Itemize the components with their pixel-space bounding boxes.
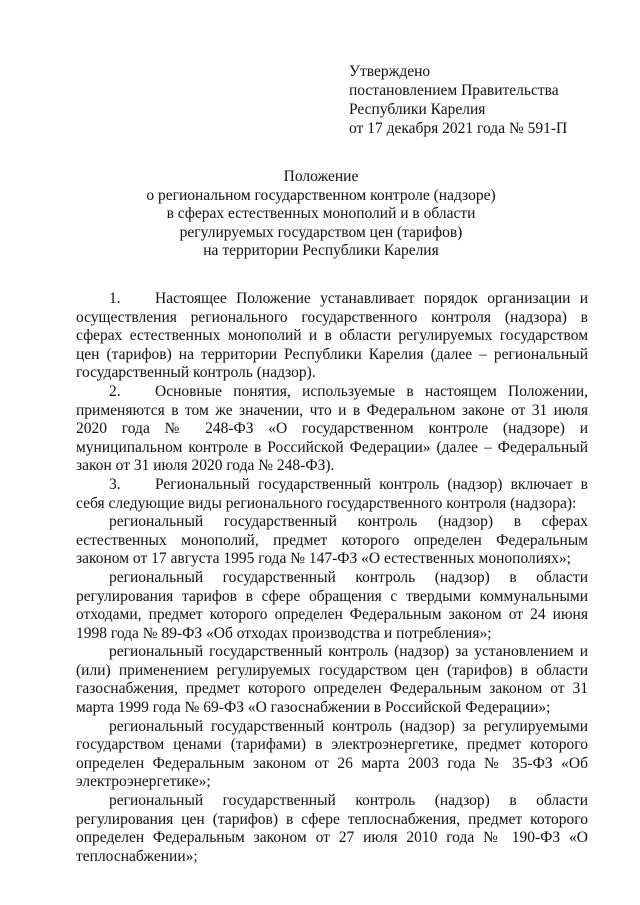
approval-line: от 17 декабря 2021 года № 591-П: [349, 120, 568, 137]
paragraph-text: Основные понятия, используемые в настоящем Положении, применяются в том же значении, что и в Федеральном законе от 31 июля 2020 года № 248-ФЗ «О государственном контроле (надзоре) и муниципальном контроле в Российской Федерации» (далее – Федеральный закон от 31 июля 2020 года № 248-ФЗ).: [76, 382, 588, 475]
approval-line: Республики Карелия: [349, 101, 486, 118]
list-item: региональный государственный контроль (надзор) за установлением и (или) применением регулируемых государством цен (тарифов) в области газоснабжения, предмет которого определен Федеральным законом от 31 марта 1999 года № 69-ФЗ «О газоснабжении в Российской Федерации»;: [76, 643, 588, 717]
paragraph-3: [76, 476, 588, 513]
paragraph-number: 1.: [109, 290, 121, 307]
title-line: на территории Республики Карелия: [203, 242, 439, 259]
list-item: региональный государственный контроль (надзор) в области регулирования цен (тарифов) в сфере теплоснабжения, предмет которого определен Федеральным законом от 27 июля 2010 года № 190-ФЗ «О теплоснабжении»;: [76, 792, 588, 865]
list-item: региональный государственный контроль (надзор) в сферах естественных монополий, предмет которого определен Федеральным законом от 17 августа 1995 года № 147-ФЗ «О естественных монополиях»;: [76, 513, 588, 568]
approval-line: Утверждено: [349, 63, 431, 80]
document-body: [76, 290, 588, 866]
paragraph-number: 3.: [109, 475, 121, 493]
approval-block: [349, 62, 567, 138]
paragraph-text: Региональный государственный контроль (надзор) включает в себя следующие виды регионального государственного контроля (надзора):: [76, 475, 588, 512]
approval-line: постановлением Правительства: [349, 82, 559, 99]
title-line: Положение: [283, 168, 359, 185]
paragraph-2: [76, 383, 588, 476]
paragraph-1: [76, 290, 588, 383]
document-title: [76, 168, 566, 261]
title-line: регулируемых государством цен (тарифов): [179, 223, 463, 241]
paragraph-text: Настоящее Положение устанавливает порядок организации и осуществления регионального государственного контроля (надзора) в сферах естественных монополий и в области регулируемых государством цен (тарифов) на территории Республики Карелия (далее – региональный государственный контроль (надзор).: [76, 290, 588, 382]
paragraph-number: 2.: [109, 382, 121, 400]
title-line: о региональном государственном контроле (надзоре): [146, 186, 496, 204]
list-item: региональный государственный контроль (надзор) за регулируемыми государством ценами (тарифами) в электроэнергетике, предмет которого определен Федеральным законом от 26 марта 2003 года № 35-ФЗ «Об электроэнергетике»;: [76, 717, 588, 791]
title-line: в сферах естественных монополий и в области: [166, 205, 476, 222]
list-item: региональный государственный контроль (надзор) в области регулирования тарифов в сфере обращения с твердыми коммунальными отходами, предмет которого определен Федеральным законом от 24 июня 1998 года № 89-ФЗ «Об отходах производства и потребления»;: [76, 568, 588, 642]
